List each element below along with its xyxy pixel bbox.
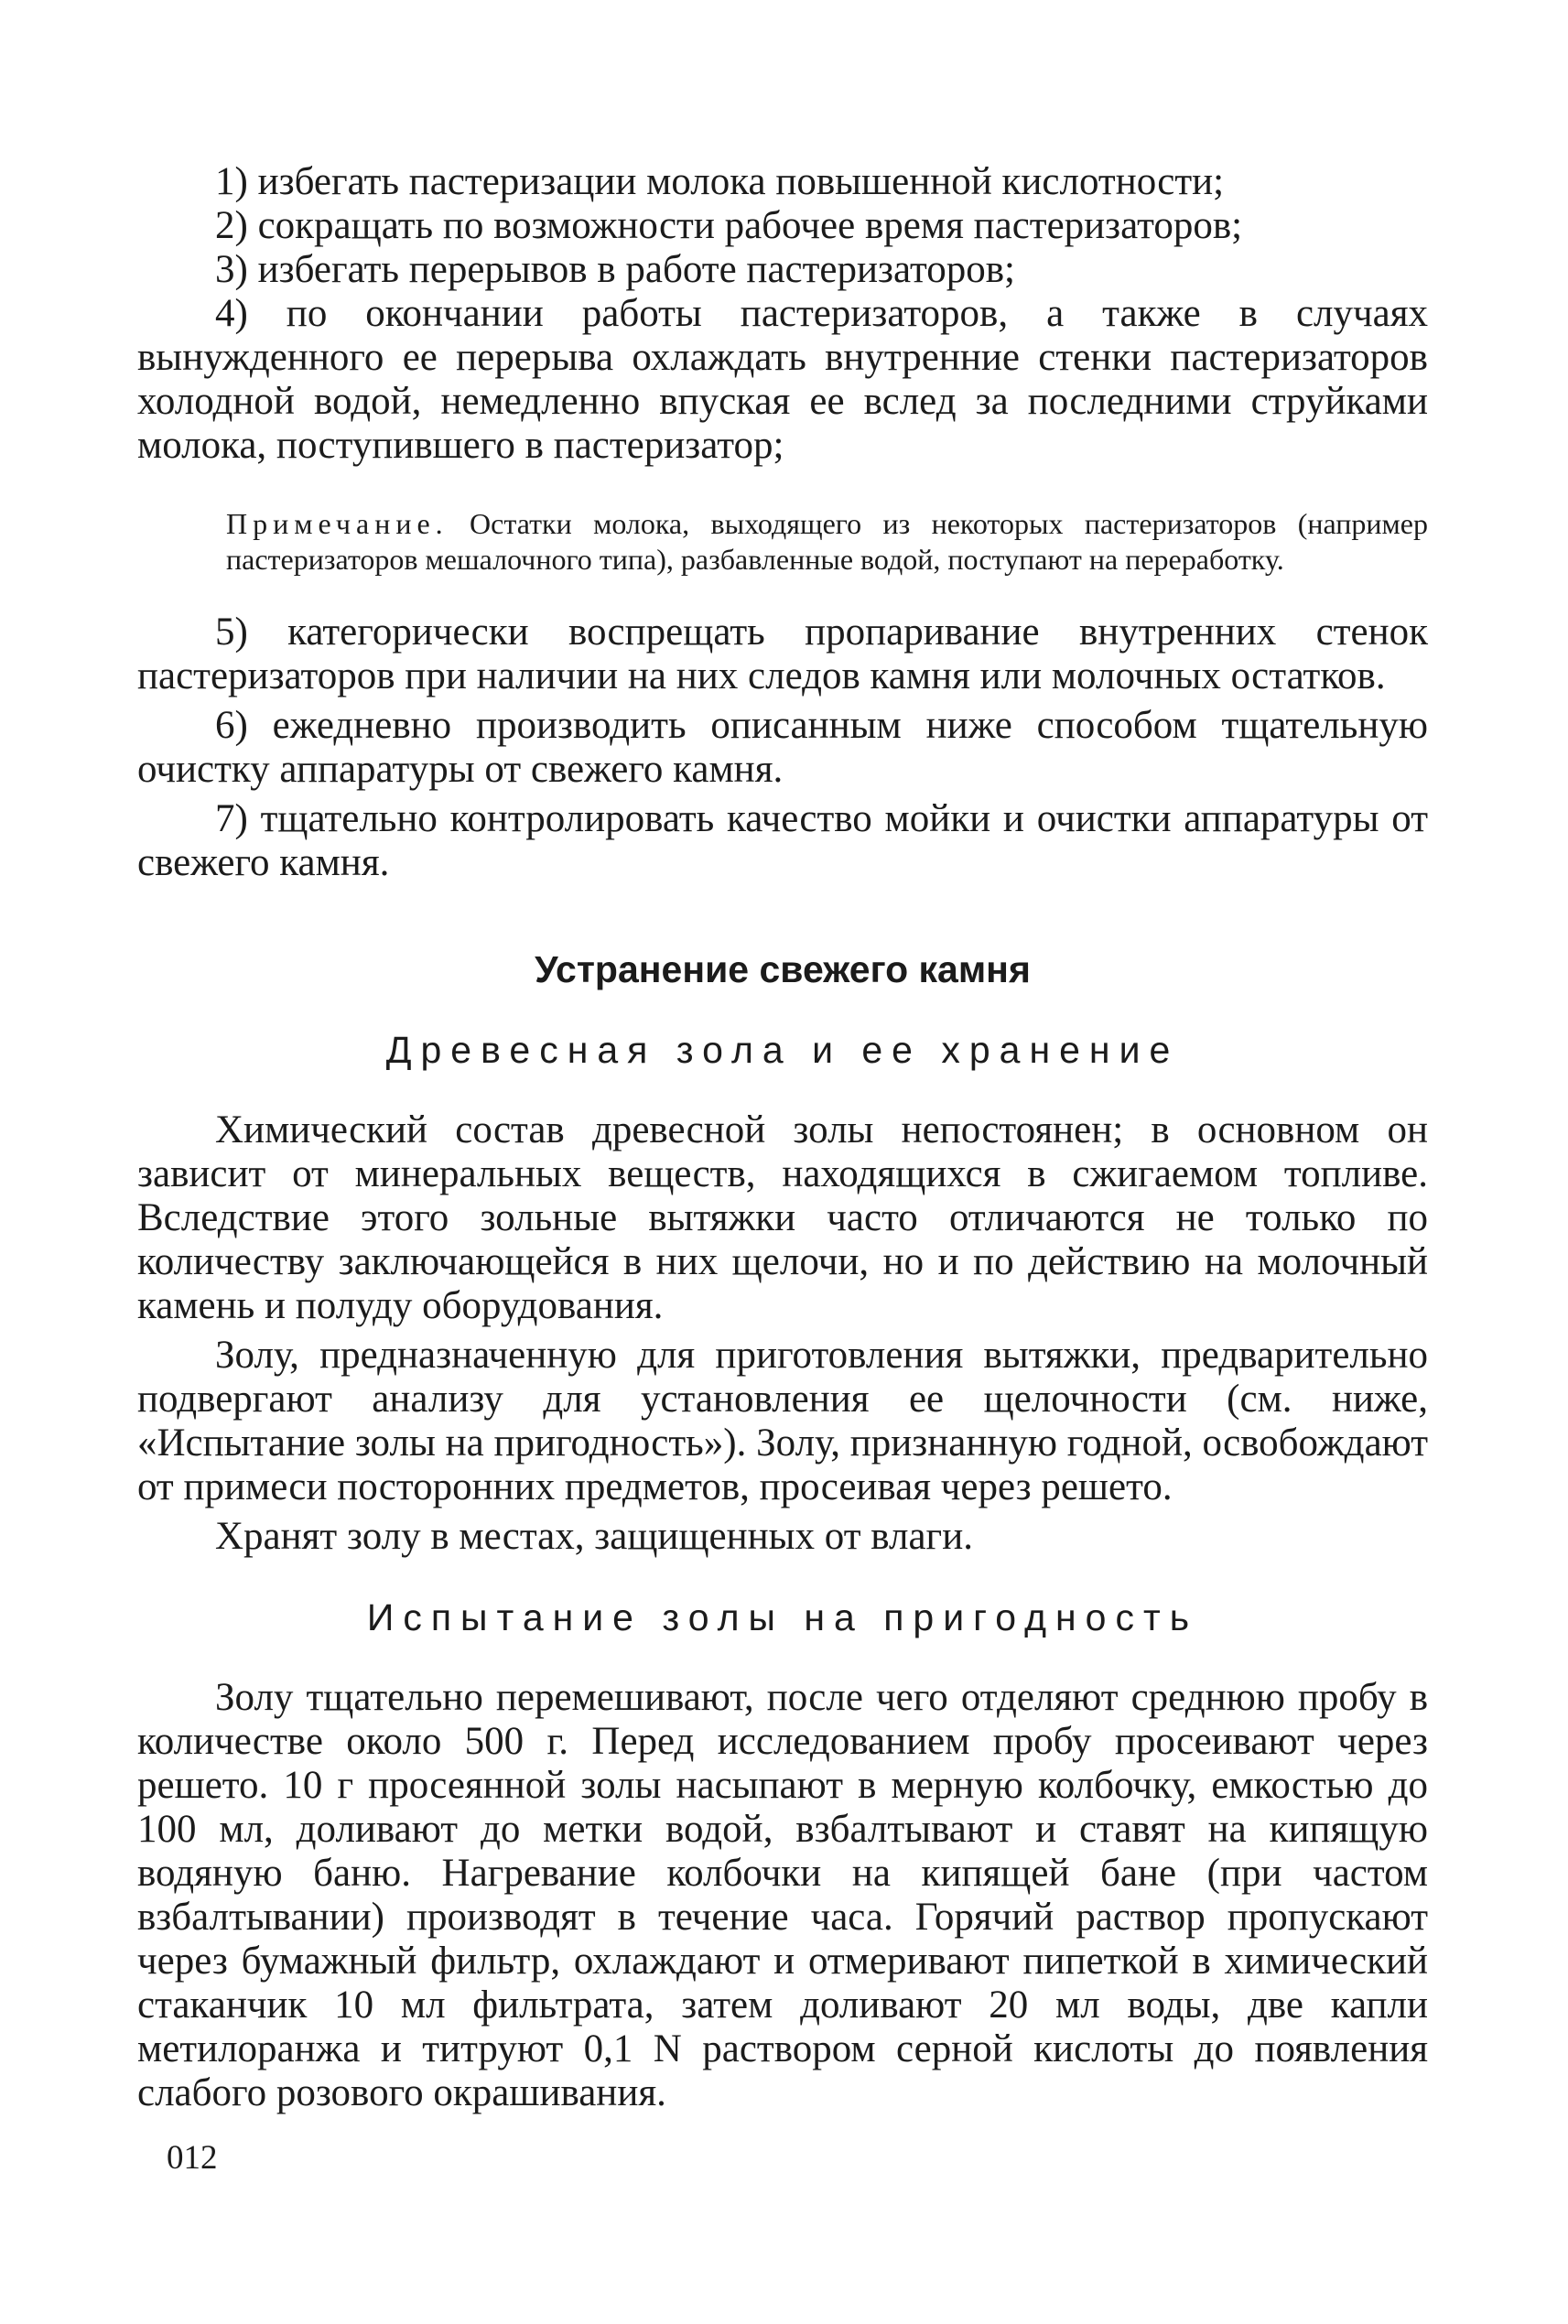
subsection-title: Древесная зола и ее хранение <box>385 1029 1180 1071</box>
list-item: 7) тщательно контролировать качество мойки и очистки аппаратуры от свежего камня. <box>137 797 1428 884</box>
paragraph: Золу тщательно перемешивают, после чего отделяют среднюю пробу в количестве около 500 г. Перед исследованием пробу просеивают через решето. 10 г просеянной золы насыпают в мерную колбочку, емкостью до 100 мл, доливают до метки водой, взбалтывают и ставят на кипящую водяную баню. Нагревание колбочки на кипящей бане (при частом взбалтывании) производят в течение часа. Горячий раствор пропускают через бумажный фильтр, охлаждают и отмеривают пипеткой в химический стаканчик 10 мл фильтрата, затем доливают 20 мл воды, две капли метилоранжа и титруют 0,1 N раствором серной кислоты до появления слабого розового окрашивания. <box>137 1676 1428 2114</box>
list-item: 3) избегать перерывов в работе пастеризаторов; <box>215 248 1015 291</box>
paragraph: Хранят золу в местах, защищенных от влаги. <box>215 1515 973 1558</box>
note <box>226 506 1428 578</box>
list-item: 2) сокращать по возможности рабочее время пастеризаторов; <box>215 204 1243 247</box>
page-number: 012 <box>167 2139 218 2177</box>
paragraph: Химический состав древесной золы непостоянен; в основном он зависит от минеральных веществ, находящихся в сжигаемом топливе. Вследствие этого зольные вытяжки часто отличаются не только по количеству заключающейся в них щелочи, но и по действию на молочный камень и полуду оборудования. <box>137 1108 1428 1327</box>
note-text: Остатки молока, выходящего из некоторых пастеризаторов (например пастеризаторов мешалочного типа), разбавленные водой, поступают на переработку. <box>226 507 1429 576</box>
subsection-title: Испытание золы на пригодность <box>366 1596 1199 1638</box>
page-body <box>137 160 1428 2115</box>
section-title: Устранение свежего камня <box>535 948 1031 990</box>
list-item: 4) по окончании работы пастеризаторов, а также в случаях вынужденного ее перерыва охлаждать внутренние стенки пастеризаторов холодной водой, немедленно впуская ее вслед за последними струйками молока, поступившего в пастеризатор; <box>137 292 1428 467</box>
list-item: 5) категорически воспрещать пропаривание внутренних стенок пастеризаторов при наличии на них следов камня или молочных остатков. <box>137 611 1428 697</box>
note-lead: Примечание. <box>226 507 449 540</box>
list-item: 6) ежедневно производить описанным ниже способом тщательную очистку аппаратуры от свежего камня. <box>137 704 1428 791</box>
paragraph: Золу, предназначенную для приготовления вытяжки, предварительно подвергают анализу для установления ее щелочности (см. ниже, «Испытание золы на пригодность»). Золу, признанную годной, освобождают от примеси посторонних предметов, просеивая через решето. <box>137 1334 1428 1508</box>
list-item: 1) избегать пастеризации молока повышенной кислотности; <box>215 160 1225 203</box>
